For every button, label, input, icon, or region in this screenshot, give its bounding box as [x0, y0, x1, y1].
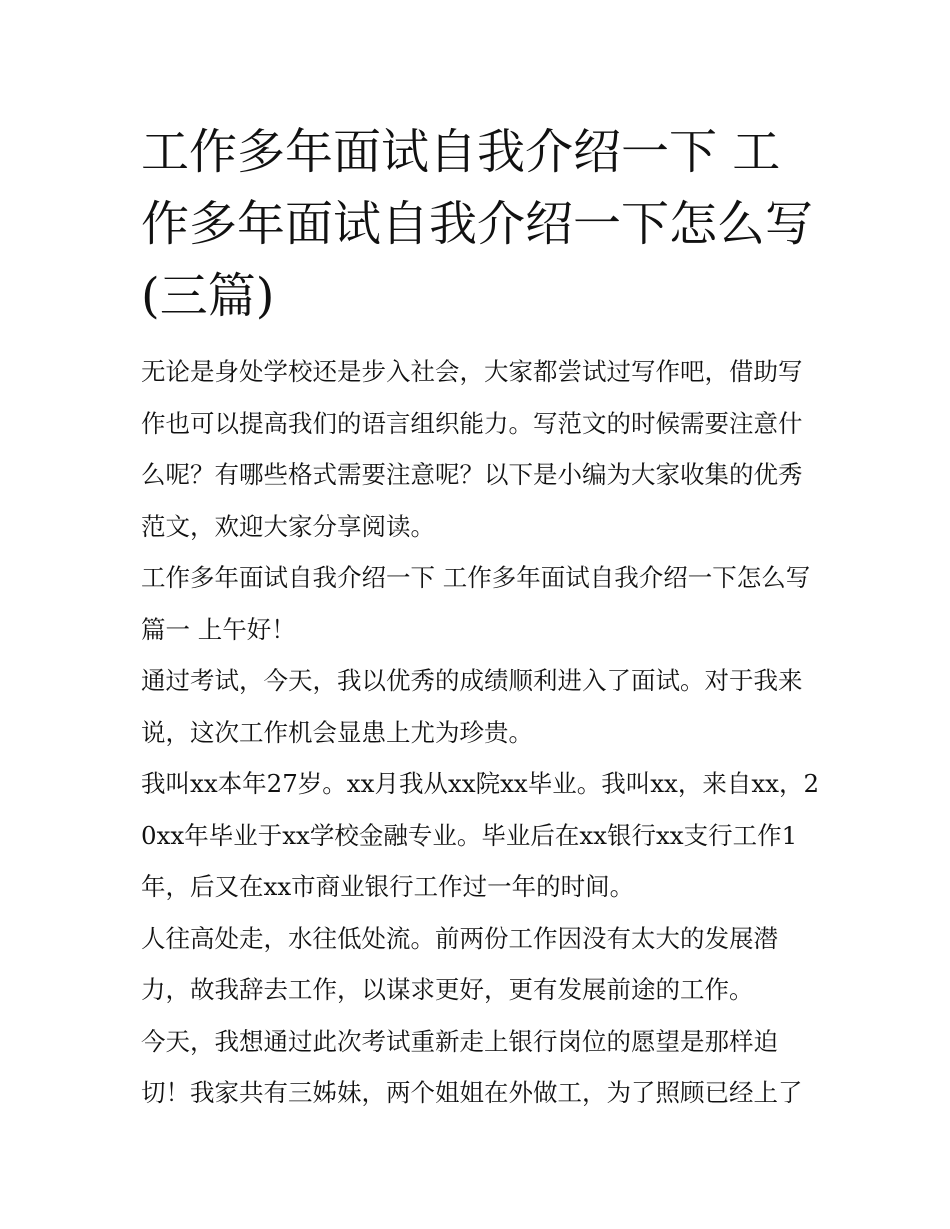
- paragraph-section-heading: 工作多年面试自我介绍一下 工作多年面试自我介绍一下怎么写篇一 上午好！: [141, 563, 811, 644]
- paragraph-career-move: 人往高处走，水往低处流。前两份工作因没有太大的发展潜力，故我辞去工作，以谋求更好，更有发展前途的工作。: [141, 923, 778, 1004]
- document-content: [141, 116, 821, 1119]
- paragraph-background: 我叫xx本年27岁。xx月我从xx院xx毕业。我叫xx，来自xx，20xx年毕业于xx学校金融专业。毕业后在xx银行xx支行工作1年，后又在xx市商业银行工作过一年的时间。: [141, 769, 820, 901]
- paragraph-intro: 无论是身处学校还是步入社会，大家都尝试过写作吧，借助写作也可以提高我们的语言组织能力。写范文的时候需要注意什么呢？有哪些格式需要注意呢？以下是小编为大家收集的优秀范文，欢迎大家分享阅读。: [141, 357, 803, 541]
- paragraph-exam: 通过考试，今天，我以优秀的成绩顺利进入了面试。对于我来说，这次工作机会显患上尤为珍贵。: [141, 666, 803, 747]
- document-title: 工作多年面试自我介绍一下 工作多年面试自我介绍一下怎么写(三篇): [141, 124, 814, 324]
- paragraph-motivation: 今天，我想通过此次考试重新走上银行岗位的愿望是那样迫切！我家共有三姊妹，两个姐姐在外做工，为了照顾已经上了: [141, 1026, 803, 1107]
